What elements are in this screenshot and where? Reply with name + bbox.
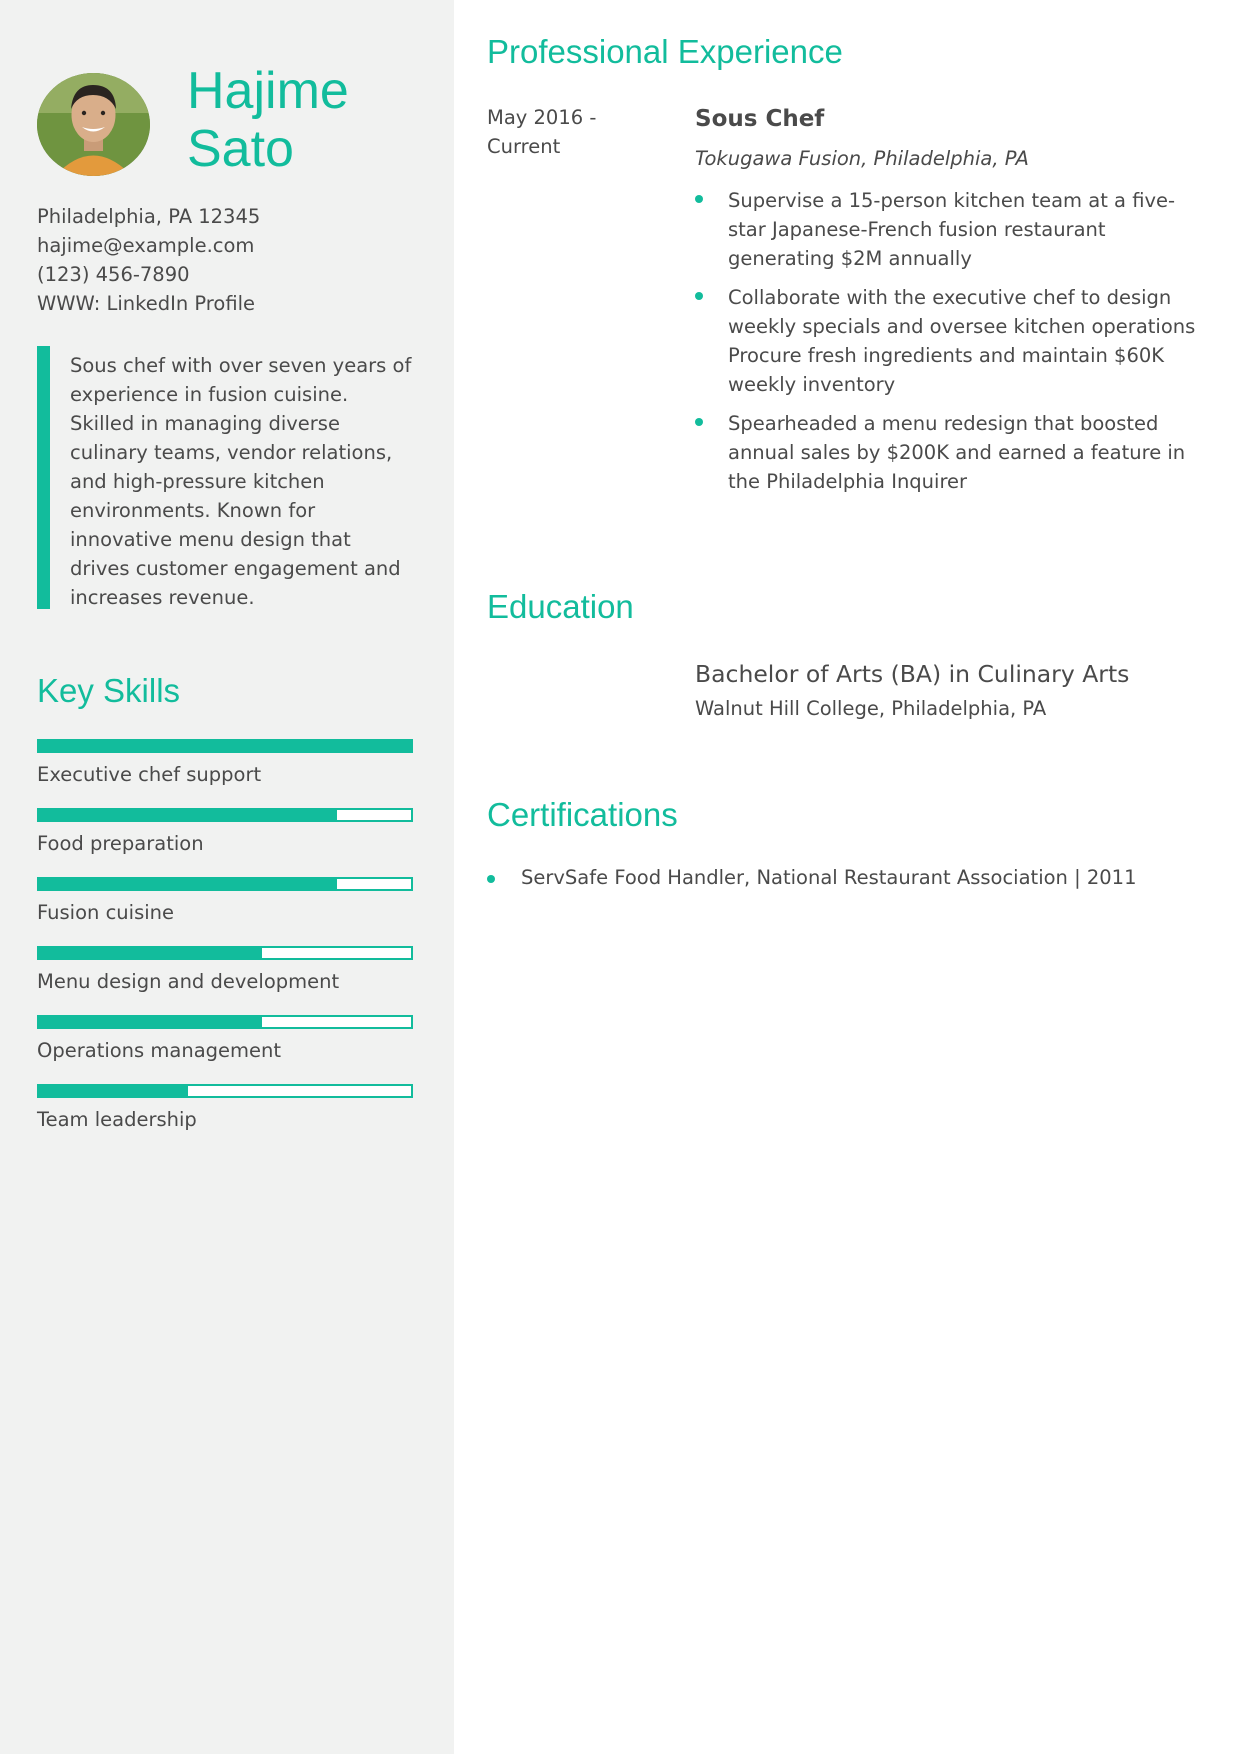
- skill-label: Executive chef support: [37, 763, 262, 786]
- bullet-icon: [695, 418, 703, 426]
- bullet-icon: [695, 195, 703, 203]
- experience-dates: [487, 103, 637, 161]
- linkedin-link[interactable]: WWW: LinkedIn Profile: [37, 292, 256, 315]
- date-start: May 2016 -: [487, 106, 597, 129]
- skill-label: Food preparation: [37, 832, 204, 855]
- skills-list: [37, 739, 413, 1153]
- experience-title: Professional Experience: [487, 33, 843, 70]
- skill-item: [37, 739, 413, 808]
- bullet-text: Collaborate with the executive chef to design weekly specials and oversee kitchen operations: [728, 286, 1196, 338]
- address: Philadelphia, PA 12345: [37, 205, 261, 228]
- skill-bar: [37, 946, 413, 960]
- skill-bar: [37, 808, 413, 822]
- skill-item: [37, 808, 413, 877]
- bullet-text: Supervise a 15-person kitchen team at a five-star Japanese-French fusion restaurant generating $2M annually: [728, 189, 1176, 270]
- candidate-name: [187, 62, 349, 178]
- school: Walnut Hill College, Philadelphia, PA: [695, 697, 1047, 720]
- skill-label: Menu design and development: [37, 970, 340, 993]
- skill-item: [37, 1015, 413, 1084]
- date-end: Current: [487, 135, 561, 158]
- certification-text: ServSafe Food Handler, National Restaurant Association | 2011: [521, 866, 1137, 889]
- bullet-text: Spearheaded a menu redesign that boosted annual sales by $200K and earned a feature in the Philadelphia Inquirer: [728, 412, 1186, 493]
- avatar: [37, 73, 150, 176]
- bullet-icon: [487, 875, 495, 883]
- first-name: Hajime: [187, 62, 349, 120]
- skill-bar: [37, 1015, 413, 1029]
- sidebar: [0, 0, 454, 1754]
- education-title: Education: [487, 588, 634, 625]
- skills-title: Key Skills: [37, 672, 181, 709]
- certification-item: [487, 866, 1137, 889]
- job-title: Sous Chef: [695, 106, 825, 132]
- main-content: [454, 0, 1239, 1754]
- list-item: [695, 283, 1205, 399]
- skill-item: [37, 1084, 413, 1153]
- contact-info: [37, 202, 260, 318]
- summary-text: Sous chef with over seven years of experience in fusion cuisine. Skilled in managing diverse culinary teams, vendor relations, and high-pressure kitchen environments. Known for innovative menu design that drives customer engagement and increases revenue.: [70, 354, 412, 609]
- skill-label: Team leadership: [37, 1108, 197, 1131]
- skill-bar-fill: [39, 1017, 262, 1027]
- skill-bar-fill: [39, 879, 337, 889]
- summary-block: [37, 346, 412, 609]
- skill-label: Operations management: [37, 1039, 282, 1062]
- profile-photo: [37, 73, 150, 176]
- bullet-icon: [695, 292, 703, 300]
- list-item: [695, 409, 1205, 496]
- experience-bullets: [695, 186, 1205, 506]
- certifications-title: Certifications: [487, 796, 678, 833]
- skill-item: [37, 877, 413, 946]
- last-name: Sato: [187, 120, 294, 178]
- skill-bar-fill: [39, 741, 411, 751]
- skill-bar-fill: [39, 810, 337, 820]
- skill-bar-fill: [39, 1086, 188, 1096]
- bullet-text: Procure fresh ingredients and maintain $60K weekly inventory: [728, 344, 1165, 396]
- skill-bar: [37, 877, 413, 891]
- company: Tokugawa Fusion, Philadelphia, PA: [695, 147, 1029, 170]
- skill-bar: [37, 1084, 413, 1098]
- list-item: [695, 186, 1205, 273]
- degree: Bachelor of Arts (BA) in Culinary Arts: [695, 660, 1130, 688]
- phone: (123) 456-7890: [37, 263, 190, 286]
- skill-bar: [37, 739, 413, 753]
- skill-item: [37, 946, 413, 1015]
- skill-label: Fusion cuisine: [37, 901, 175, 924]
- skill-bar-fill: [39, 948, 262, 958]
- email[interactable]: hajime@example.com: [37, 234, 255, 257]
